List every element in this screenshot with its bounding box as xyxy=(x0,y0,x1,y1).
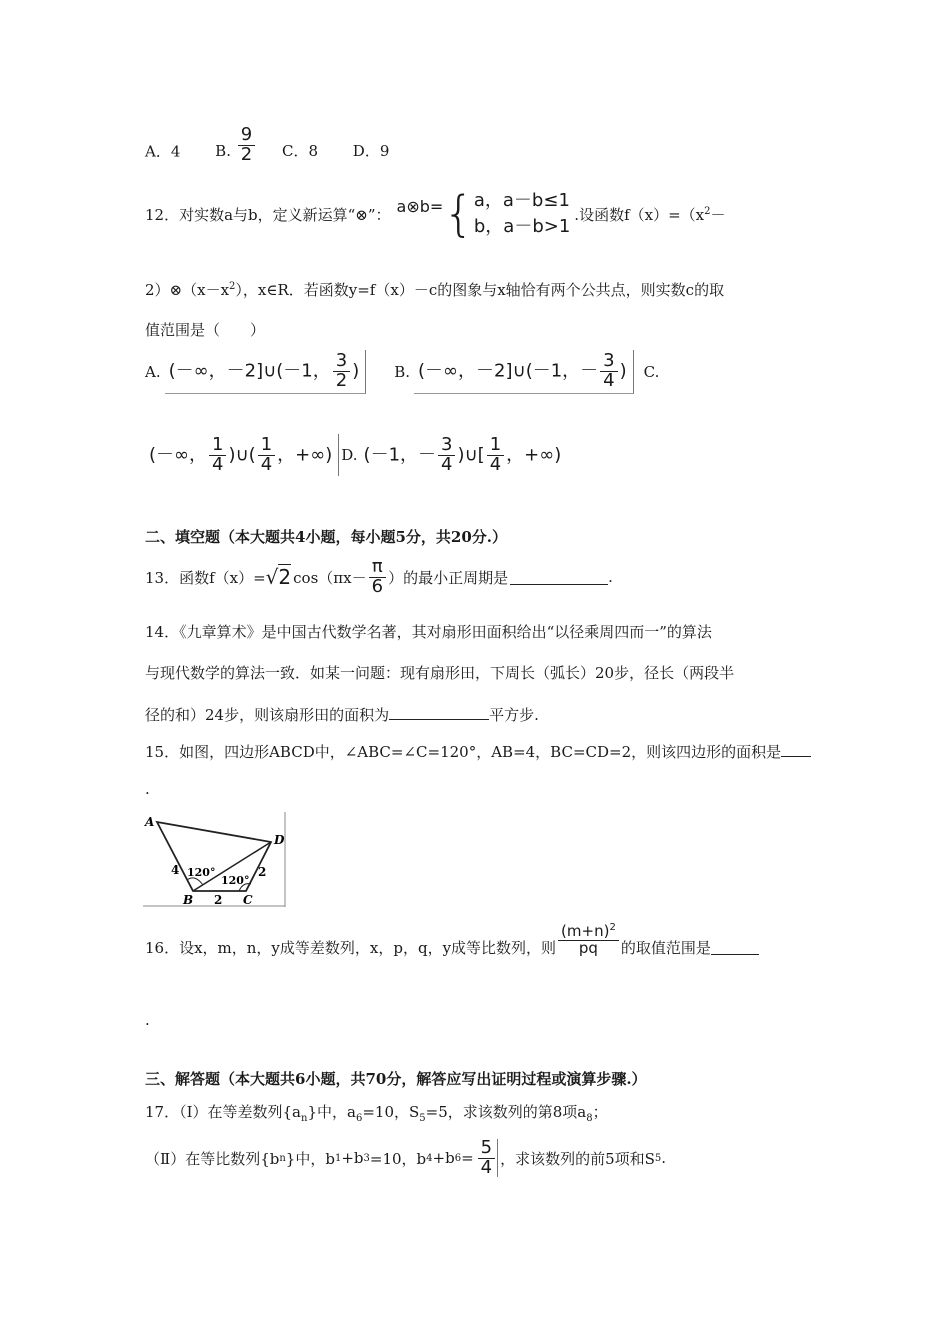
q14-line3 xyxy=(145,704,539,725)
q12-b-num: 3 xyxy=(600,352,617,372)
q17-p2-h: . xyxy=(661,1149,667,1167)
q11-option-d: D．9 xyxy=(352,142,390,161)
q14-line3a: 径的和）24步，则该扇形田的面积为 xyxy=(145,706,390,724)
q13-end: . xyxy=(608,568,613,586)
q11-option-a: A．4 xyxy=(145,142,181,161)
q12-d-frac2 xyxy=(487,433,504,475)
q16-post: 的取值范围是 xyxy=(620,938,711,957)
q12-line2-sup: 2 xyxy=(229,281,236,292)
q12-c-num1: 1 xyxy=(209,436,226,456)
q17-p2-f: = xyxy=(461,1149,474,1167)
q12-c-text1: (－∞， xyxy=(149,444,208,465)
q13-fraction xyxy=(369,555,386,597)
q14-answer-blank[interactable] xyxy=(389,705,489,720)
q13-cos: cos（πx－ xyxy=(293,568,367,587)
q16-dot: . xyxy=(145,1011,150,1029)
q12-line2b: ），x∈R．若函数y=f（x）－c的图象与x轴恰有两个公共点，则实数c的取 xyxy=(235,281,725,299)
q13-answer-blank[interactable] xyxy=(510,570,608,585)
q16-exp: 2 xyxy=(609,922,616,934)
q11-b-denominator: 2 xyxy=(240,143,253,165)
q17-p1-e: ； xyxy=(592,1103,608,1121)
q12-d-frac1 xyxy=(438,433,455,475)
q12-line3: 值范围是（ ） xyxy=(145,321,266,339)
q17-p2-sub-4: 4 xyxy=(426,1152,433,1164)
q11-option-b-label: B. xyxy=(215,142,231,161)
q17-p2-sub-6: 6 xyxy=(454,1152,462,1164)
q12-c-text3: ，+∞) xyxy=(277,444,333,465)
q13-num: π xyxy=(369,558,386,578)
label-angle-b: 120° xyxy=(187,866,216,879)
q12-d-num2: 1 xyxy=(487,436,504,456)
q12-d-num1: 3 xyxy=(438,436,455,456)
q16-den: pq xyxy=(578,939,598,957)
q12-c-num2: 1 xyxy=(258,436,275,456)
q17-p1-sub-8: 8 xyxy=(586,1113,593,1124)
q14-line1: 14．《九章算术》是中国古代数学名著，其对扇形田面积给出“以径乘周四而一”的算法 xyxy=(145,623,712,641)
q17-p2-sub-n: n xyxy=(279,1152,286,1164)
q12-case1: a，a－b≤1 xyxy=(473,190,570,211)
q12-c-text2: )∪( xyxy=(228,444,256,465)
q17-p1-sub-5: 5 xyxy=(419,1113,426,1124)
q16-pre: 16．设x，m，n，y成等差数列，x，p，q，y成等比数列，则 xyxy=(145,938,557,957)
q13-den: 6 xyxy=(371,575,384,597)
q12-c-frac2 xyxy=(258,433,275,475)
q13-sqrt: √2 xyxy=(265,565,292,589)
q12-option-d xyxy=(363,433,562,475)
q12-options-cd xyxy=(145,432,561,478)
section2-title: 二、填空题（本大题共4小题，每小题5分，共20分.） xyxy=(145,528,507,546)
q12-brace: { xyxy=(443,186,474,242)
label-d: D xyxy=(274,833,285,847)
q11-option-b-fraction xyxy=(238,126,255,165)
label-ab-length: 4 xyxy=(171,863,180,877)
q12-option-b: (－∞，－2]∪(－1，－ $\frac{3}{4}$ ) xyxy=(414,350,634,394)
q12-d-den1: 4 xyxy=(441,453,453,475)
q12-option-a: (－∞，－2]∪(－1， $\frac{3}{2}$ ) xyxy=(165,350,367,394)
q17-p1-c: =10，S xyxy=(362,1103,420,1121)
q11-option-c: C．8 xyxy=(281,142,319,161)
q11-options xyxy=(145,124,390,165)
q12-d-text1: (－1，－ xyxy=(363,444,437,465)
q12-b-den: 4 xyxy=(603,370,615,391)
q15-figure xyxy=(143,812,286,908)
section3-title: 三、解答题（本大题共6小题，共70分，解答应写出证明过程或演算步骤.） xyxy=(145,1070,647,1088)
q16-fraction xyxy=(558,923,619,957)
q11-b-numerator: 9 xyxy=(238,126,255,146)
q12-line1 xyxy=(145,188,726,240)
q12-c-den1: 4 xyxy=(212,453,224,475)
q17-p1-d: =5，求该数列的第8项a xyxy=(425,1103,587,1121)
quadrilateral-abcd xyxy=(157,822,271,891)
q13-pre: 13．函数f（x）= xyxy=(145,568,266,587)
q16-answer-blank[interactable] xyxy=(711,940,759,955)
q12-cases xyxy=(474,188,570,240)
q17-num: 5 xyxy=(478,1139,495,1159)
q12-a-den: 2 xyxy=(335,370,348,391)
q12-options-ab xyxy=(145,350,659,394)
q12-option-c xyxy=(145,434,339,477)
q17-p1-sub-6: 6 xyxy=(355,1113,363,1124)
q12-c-den2: 4 xyxy=(260,453,273,475)
q17-p2-c: +b xyxy=(341,1149,364,1167)
q12-d-text2: )∪[ xyxy=(457,444,485,465)
q13-post: ）的最小正周期是 xyxy=(388,568,509,587)
q12-d-den2: 4 xyxy=(489,453,502,475)
q17-p2-sub-5: 5 xyxy=(654,1152,662,1164)
q17-p1-b: }中，a xyxy=(307,1103,356,1121)
q12-option-b-text: (－∞，－2]∪(－1，－ xyxy=(418,360,599,382)
q17-den: 4 xyxy=(480,1156,493,1178)
q17-p2-d: =10，b xyxy=(369,1149,427,1168)
q12-line2 xyxy=(145,279,724,300)
q17-p2-sub-3: 3 xyxy=(363,1152,370,1164)
q17-p2-b: }中，b xyxy=(285,1149,335,1168)
q12-option-a-text: (－∞，－2]∪(－1， xyxy=(168,360,331,382)
q16 xyxy=(145,912,759,982)
q17-p1-a: 17．（Ⅰ）在等差数列{a xyxy=(145,1103,301,1121)
label-cd-length: 2 xyxy=(258,865,267,879)
q15-dot: . xyxy=(145,780,150,798)
label-c: C xyxy=(243,893,253,907)
q13-root: 2 xyxy=(278,565,292,589)
q12-intro: 12．对实数a与b，定义新运算“⊗”： xyxy=(145,205,391,224)
q12-c-frac1 xyxy=(209,433,226,475)
label-a: A xyxy=(145,815,155,829)
q12-line2a: 2）⊗（x－x xyxy=(145,281,230,299)
q15-line1 xyxy=(145,741,811,762)
q12-a-num: 3 xyxy=(333,352,350,372)
q12-case2: b，a－b>1 xyxy=(473,216,571,237)
q13 xyxy=(145,552,613,602)
label-angle-c: 120° xyxy=(221,874,250,887)
q12-option-d-label: D. xyxy=(341,446,358,464)
q14-line2: 与现代数学的算法一致．如某一问题：现有扇形田，下周长（弧长）20步，径长（两段半 xyxy=(145,664,735,682)
q17-p2-a: （Ⅱ）在等比数列{b xyxy=(145,1149,280,1168)
q12-after-text: .设函数f（x）=（x xyxy=(574,205,705,224)
q12-after xyxy=(574,204,725,225)
q12-def-lhs: a⊗b= xyxy=(396,196,444,216)
q17-p1-sub-n: n xyxy=(301,1113,308,1124)
q17-part2 xyxy=(145,1135,666,1181)
q16-num: (m+n) xyxy=(561,922,610,941)
q12-option-b-label: B. xyxy=(394,363,411,381)
q12-option-a-fraction xyxy=(333,352,350,391)
q12-option-a-label: A. xyxy=(145,363,161,381)
q15-answer-blank[interactable] xyxy=(781,742,811,757)
q14-line3b: 平方步. xyxy=(489,706,539,724)
q12-d-text3: ，+∞) xyxy=(506,444,562,465)
q17-p2-e: +b xyxy=(432,1149,455,1167)
q17-part1 xyxy=(145,1101,608,1124)
label-bc-length: 2 xyxy=(214,893,223,907)
q17-fraction xyxy=(476,1136,498,1178)
q15-text: 15．如图，四边形ABCD中，∠ABC=∠C=120°，AB=4，BC=CD=2，则该四边形的面积是 xyxy=(145,743,782,761)
q17-p2-g: ，求该数列的前5项和S xyxy=(500,1149,655,1168)
q12-after-sup: 2 xyxy=(704,205,711,217)
label-b: B xyxy=(183,893,194,907)
q17-p2-sub-1: 1 xyxy=(334,1152,342,1164)
q12-after-dash: － xyxy=(710,205,726,224)
q12-option-c-label: C. xyxy=(643,363,660,381)
q12-option-b-fraction xyxy=(600,352,617,391)
